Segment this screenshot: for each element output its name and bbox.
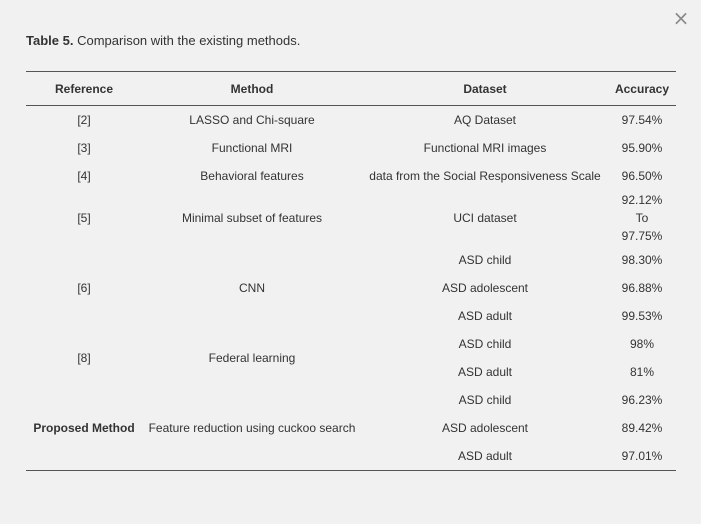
caption-label: Table 5.	[26, 33, 74, 48]
cell-method: CNN	[239, 281, 265, 295]
cell-reference: [3]	[77, 141, 91, 155]
header-method: Method	[230, 81, 274, 96]
cell-accuracy: 98%	[629, 337, 655, 351]
cell-dataset: UCI dataset	[453, 211, 517, 225]
cell-accuracy: 96.88%	[621, 281, 663, 295]
table-row	[26, 190, 676, 246]
accuracy-line: To	[635, 211, 649, 225]
header-accuracy: Accuracy	[614, 81, 670, 96]
cell-dataset: ASD adult	[457, 365, 513, 379]
cell-method: Minimal subset of features	[181, 211, 323, 225]
cell-dataset: ASD adolescent	[441, 421, 529, 435]
accuracy-line: 92.12%	[621, 193, 663, 207]
table-row	[26, 330, 676, 358]
cell-method: Behavioral features	[200, 169, 304, 183]
cell-reference: [2]	[77, 113, 91, 127]
cell-dataset: ASD child	[458, 253, 512, 267]
cell-dataset: ASD adult	[457, 309, 513, 323]
table-row	[26, 162, 676, 190]
close-icon[interactable]: ×	[672, 6, 690, 30]
comparison-table	[26, 71, 676, 471]
cell-dataset: ASD adolescent	[441, 281, 529, 295]
table-header-row	[26, 72, 676, 106]
cell-accuracy: 96.23%	[621, 393, 663, 407]
table-row	[26, 106, 676, 135]
cell-dataset: Functional MRI images	[423, 141, 547, 155]
caption-text: Comparison with the existing methods.	[77, 33, 301, 48]
cell-accuracy: 96.50%	[621, 169, 663, 183]
cell-accuracy: 89.42%	[621, 421, 663, 435]
cell-reference: Proposed Method	[33, 421, 135, 435]
cell-accuracy: 81%	[629, 365, 655, 379]
table-row	[26, 134, 676, 162]
accuracy-line: 97.75%	[621, 229, 663, 243]
cell-dataset: ASD child	[458, 337, 512, 351]
cell-dataset: ASD adult	[457, 449, 513, 463]
cell-accuracy: 95.90%	[621, 141, 663, 155]
cell-method: Functional MRI	[211, 141, 293, 155]
cell-reference: [6]	[77, 281, 91, 295]
header-dataset: Dataset	[463, 81, 507, 96]
cell-reference: [8]	[77, 351, 91, 365]
cell-reference: [5]	[77, 211, 91, 225]
cell-accuracy	[608, 190, 676, 246]
cell-accuracy: 97.54%	[621, 113, 663, 127]
cell-method: Feature reduction using cuckoo search	[148, 421, 356, 435]
cell-reference: [4]	[77, 169, 91, 183]
table-row	[26, 246, 676, 274]
cell-dataset: AQ Dataset	[453, 113, 517, 127]
cell-accuracy: 99.53%	[621, 309, 663, 323]
cell-accuracy: 98.30%	[621, 253, 663, 267]
table-caption	[26, 33, 300, 48]
cell-method: Federal learning	[208, 351, 296, 365]
table-row	[26, 386, 676, 414]
cell-dataset: ASD child	[458, 393, 512, 407]
cell-method: LASSO and Chi-square	[189, 113, 315, 127]
cell-accuracy: 97.01%	[621, 449, 663, 463]
cell-dataset: data from the Social Responsiveness Scale	[369, 169, 601, 183]
header-reference: Reference	[54, 81, 114, 96]
